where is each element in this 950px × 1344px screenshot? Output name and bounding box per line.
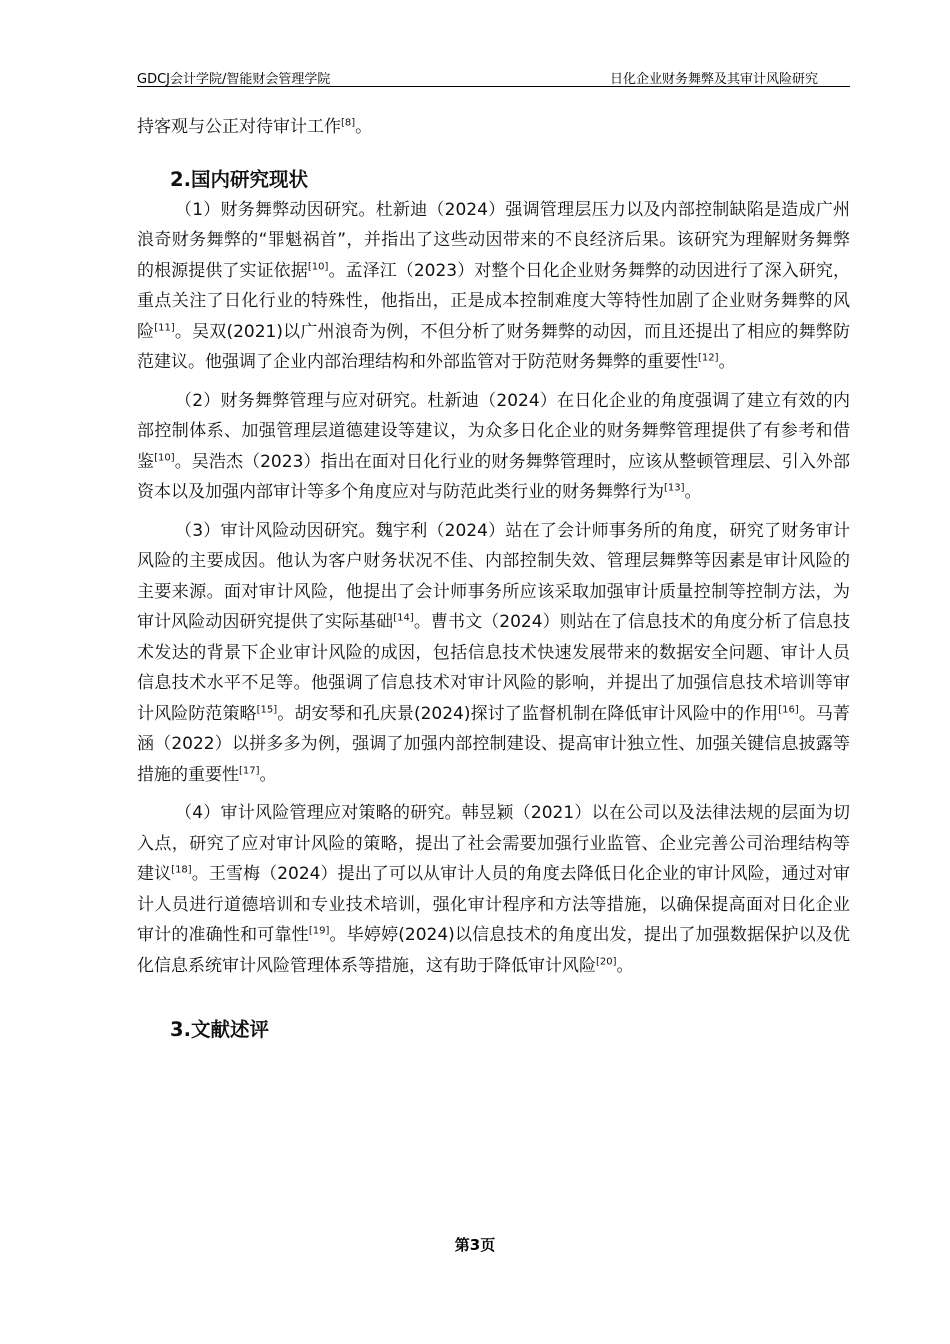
paragraph-audit-risk-motives bbox=[137, 516, 850, 791]
citation: [14] bbox=[393, 612, 414, 624]
citation: [16] bbox=[778, 703, 799, 715]
paragraph-text: 。 bbox=[684, 482, 702, 502]
paragraph-text: 。曹书文（2024）则站在了信息技术的角度分析了信息技术发达的背景下企业审计风险的成因，包括信息技术快速发展带来的数据安全问题、审计人员信息技术水平不足等。他强调了信息技术对审计风险的影响，并提出了加强信息技术培训等审计风险防范策略 bbox=[137, 612, 850, 724]
section-heading-literature-review: 3.文献述评 bbox=[170, 1018, 269, 1041]
intro-end: 。 bbox=[355, 117, 373, 137]
citation: [18] bbox=[171, 864, 192, 876]
citation: [8] bbox=[341, 117, 356, 129]
citation: [13] bbox=[664, 482, 685, 494]
paragraph-text: 。吴浩杰（2023）指出在面对日化行业的财务舞弊管理时，应该从整顿管理层、引入外部资本以及加强内部审计等多个角度应对与防范此类行业的财务舞弊行为 bbox=[137, 451, 851, 502]
paragraph-text: （4）审计风险管理应对策略的研究。韩昱颖（2021）以在公司以及法律法规的层面为切入点，研究了应对审计风险的策略，提出了社会需要加强行业监管、企业完善公司治理结构等建议 bbox=[137, 803, 850, 884]
paragraph-text: （2）财务舞弊管理与应对研究。杜新迪（2024）在日化企业的角度强调了建立有效的内部控制体系、加强管理层道德建设等建议，为众多日化企业的财务舞弊管理提供了有参考和借鉴 bbox=[137, 390, 850, 472]
paragraph-text: 。胡安琴和孔庆景(2024)探讨了监督机制在降低审计风险中的作用 bbox=[277, 703, 779, 724]
paragraph-text: （1）财务舞弊动因研究。杜新迪（2024）强调管理层压力以及内部控制缺陷是造成广州浪奇财务舞弊的“罪魁祸首”，并指出了这些动因带来的不良经济后果。该研究为理解财务舞弊的根源提供了实证依据 bbox=[137, 199, 850, 281]
paragraph-text: 。马菁涵（2022）以拼多多为例，强调了加强内部控制建设、提高审计独立性、加强关键信息披露等措施的重要性 bbox=[137, 703, 851, 785]
paragraph-fraud-management bbox=[137, 386, 850, 508]
citation: [11] bbox=[154, 321, 175, 333]
paragraph-fraud-motives bbox=[137, 195, 850, 378]
section-heading-domestic-research: 2.国内研究现状 bbox=[170, 167, 308, 191]
document-body bbox=[137, 112, 850, 1045]
citation: [10] bbox=[307, 260, 329, 272]
page-header bbox=[137, 66, 850, 87]
header-right-text: 日化企业财务舞弊及其审计风险研究 bbox=[609, 72, 818, 87]
citation: [12] bbox=[698, 352, 719, 364]
paragraph-text: 。吴双(2021)以广州浪奇为例，不但分析了财务舞弊的动因，而且还提出了相应的舞弊防范建议。他强调了企业内部治理结构和外部监管对于防范财务舞弊的重要性 bbox=[137, 321, 851, 372]
header-left-text: GDCJ会计学院/智能财会管理学院 bbox=[137, 72, 331, 87]
paragraph-text: 。王雪梅（2024）提出了可以从审计人员的角度去降低日化企业的审计风险，通过对审计人员进行道德培训和专业技术培训，强化审计程序和方法等措施，以确保提高面对日化企业审计的准确性和可靠性 bbox=[137, 864, 851, 945]
citation: [17] bbox=[239, 764, 260, 776]
paragraph-text: 。毕婷婷(2024)以信息技术的角度出发，提出了加强数据保护以及优化信息系统审计风险管理体系等措施，这有助于降低审计风险 bbox=[137, 925, 850, 976]
paragraph-text: 。 bbox=[259, 764, 277, 785]
paragraph-audit-risk-strategies bbox=[137, 798, 850, 981]
intro-paragraph bbox=[137, 112, 850, 143]
intro-text: 持客观与公正对待审计工作 bbox=[137, 117, 341, 137]
paragraph-text: 。孟泽江（2023）对整个日化企业财务舞弊的动因进行了深入研究，重点关注了日化行业的特殊性，他指出，正是成本控制难度大等特性加剧了企业财务舞弊的风险 bbox=[137, 260, 851, 342]
citation: [15] bbox=[256, 703, 278, 715]
paragraph-text: 。 bbox=[718, 352, 736, 372]
citation: [10] bbox=[154, 451, 175, 463]
paragraph-text: 。 bbox=[616, 955, 634, 976]
page-number: 第3页 bbox=[454, 1236, 496, 1254]
citation: [20] bbox=[596, 955, 617, 967]
citation: [19] bbox=[308, 925, 330, 937]
paragraph-text: （3）审计风险动因研究。魏宇利（2024）站在了会计师事务所的角度，研究了财务审计风险的主要成因。他认为客户财务状况不佳、内部控制失效、管理层舞弊等因素是审计风险的主要来源。面对审计风险，他提出了会计师事务所应该采取加强审计质量控制等控制方法，为审计风险动因研究提供了实际基础 bbox=[137, 520, 850, 632]
